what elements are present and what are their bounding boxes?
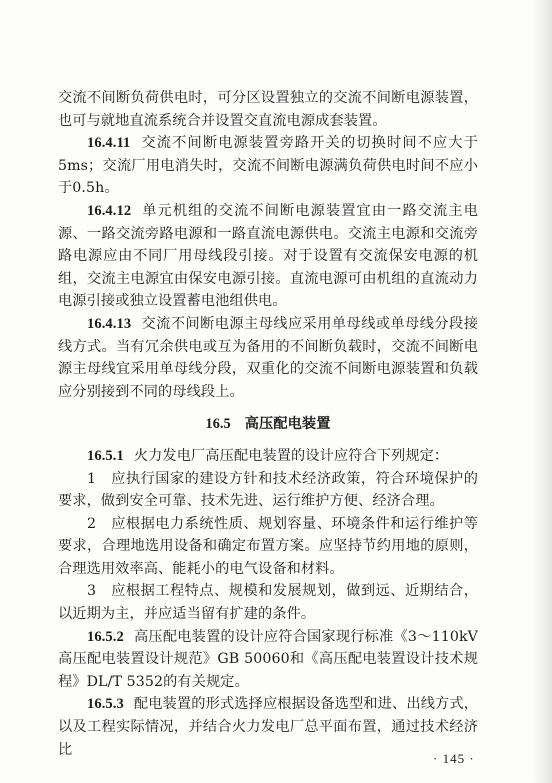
section-number: 16.5 <box>205 416 231 433</box>
paragraph-text: 交流不间断负荷供电时，可分区设置独立的交流不间断电源装置，也可与就地直流系统合并设置交直流电源成套装置。 <box>58 90 478 129</box>
list-item-1 <box>58 468 478 513</box>
list-item-text: 3 应根据工程特点、规模和发展规划，做到远、近期结合，以近期为主，并应适当留有扩建的条件。 <box>58 583 478 623</box>
clause-number: 16.5.2 <box>87 628 124 645</box>
clause-text: 交流不间断电源主母线应采用单母线或单母线分段接线方式。当有冗余供电或互为备用的不间断负载时，交流不间断电源主母线宜采用单母线分段，双重化的交流不间断电源装置和负载应分别接到不同的母线段上。 <box>58 315 478 400</box>
clause-16-4-12 <box>58 200 478 313</box>
clause-number: 16.4.11 <box>87 135 131 152</box>
section-heading <box>58 413 478 436</box>
clause-number: 16.5.3 <box>87 696 124 713</box>
clause-number: 16.5.1 <box>87 447 124 464</box>
list-item-3 <box>58 580 478 625</box>
clause-text: 配电装置的形式选择应根据设备选型和进、出线方式，以及工程实际情况，并结合火力发电厂总平面布置，通过技术经济比 <box>58 696 478 758</box>
clause-text: 高压配电装置的设计应符合国家现行标准《3～110kV高压配电装置设计规范》GB 50060和《高压配电装置设计技术规程》DL/T 5352的有关规定。 <box>58 628 478 690</box>
clause-16-5-3 <box>58 693 478 761</box>
clause-16-4-11 <box>58 132 478 200</box>
clause-16-4-13 <box>58 313 478 403</box>
paragraph-continuation <box>58 87 478 132</box>
page-number: · 145 · <box>433 751 475 766</box>
list-item-2 <box>58 513 478 581</box>
clause-text: 单元机组的交流不间断电源装置宜由一路交流主电源、一路交流旁路电源和一路直流电源供电。交流主电源和交流旁路电源应由不同厂用母线段引接。对于设置有交流保安电源的机组，交流主电源宜由保安电源引接。直流电源可由机组的直流动力电源引接或独立设置蓄电池组供电。 <box>58 202 478 310</box>
clause-16-5-2 <box>58 626 478 694</box>
clause-text: 火力发电厂高压配电装置的设计应符合下列规定： <box>133 447 449 464</box>
clause-text: 交流不间断电源装置旁路开关的切换时间不应大于5ms；交流厂用电消失时，交流不间断电源满负荷供电时间不应小于0.5h。 <box>58 135 478 197</box>
clause-number: 16.4.12 <box>87 202 132 219</box>
page-binding-shadow <box>532 0 552 783</box>
body-text <box>58 87 478 761</box>
clause-16-5-1 <box>58 445 478 468</box>
section-title: 高压配电装置 <box>244 416 331 433</box>
list-item-text: 1 应执行国家的建设方针和技术经济政策，符合环境保护的要求，做到安全可靠、技术先进、运行维护方便、经济合理。 <box>58 470 478 510</box>
clause-number: 16.4.13 <box>87 315 132 332</box>
list-item-text: 2 应根据电力系统性质、规划容量、环境条件和运行维护等要求，合理地选用设备和确定布置方案。应坚持节约用地的原则，合理选用效率高、能耗小的电气设备和材料。 <box>58 515 478 577</box>
